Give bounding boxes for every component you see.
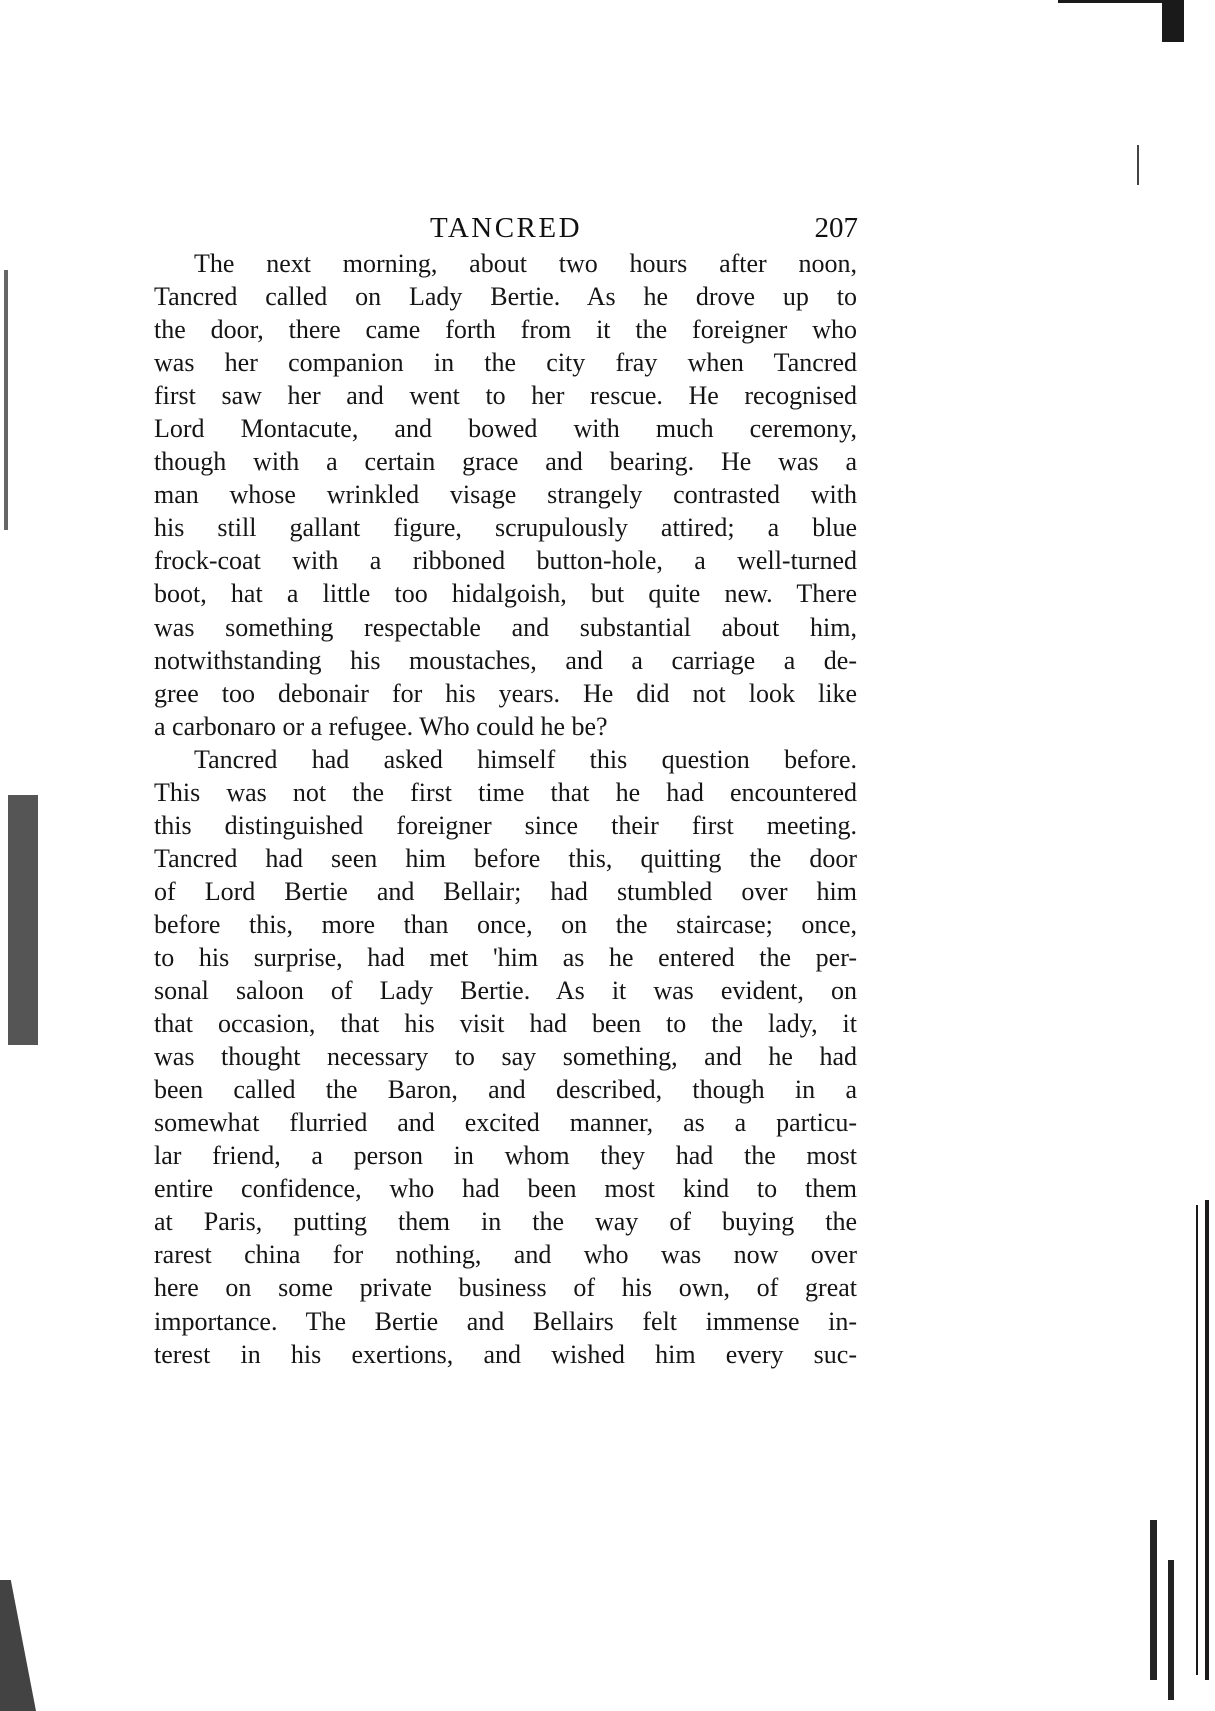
text-line: The next morning, about two hours after noon,	[194, 249, 857, 278]
text-line: a carbonaro or a refugee. Who could he be?	[154, 711, 608, 741]
scan-edge-artifact	[1205, 1200, 1209, 1680]
text-line: his still gallant figure, scrupulously attired; a blue	[154, 513, 857, 543]
page-number: 207	[814, 212, 858, 244]
text-line: This was not the first time that he had encountered	[154, 777, 857, 807]
text-line: Tancred called on Lady Bertie. As he drove up to	[154, 282, 857, 312]
paragraph	[154, 743, 857, 1371]
text-line: lar friend, a person in whom they had the most	[154, 1141, 857, 1171]
text-line: at Paris, putting them in the way of buying the	[154, 1207, 857, 1237]
scan-edge-artifact	[1058, 0, 1166, 3]
text-line: was something respectable and substantial about him,	[154, 612, 857, 642]
text-line: importance. The Bertie and Bellairs felt immense in-	[154, 1306, 857, 1336]
running-head	[154, 208, 858, 248]
text-line: notwithstanding his moustaches, and a carriage a de-	[154, 645, 857, 675]
text-line: rarest china for nothing, and who was now over	[154, 1240, 857, 1270]
text-line: been called the Baron, and described, though in a	[154, 1075, 857, 1105]
text-line: gree too debonair for his years. He did not look like	[154, 678, 857, 708]
scan-edge-artifact	[1137, 145, 1139, 185]
paragraph	[154, 247, 857, 743]
scan-edge-artifact	[1162, 0, 1184, 42]
text-line: here on some private business of his own, of great	[154, 1273, 857, 1303]
text-line: Lord Montacute, and bowed with much ceremony,	[154, 414, 857, 444]
text-line: Tancred had asked himself this question before.	[194, 744, 857, 774]
text-line: terest in his exertions, and wished him every suc-	[154, 1339, 857, 1369]
text-line: somewhat flurried and excited manner, as a particu-	[154, 1108, 857, 1138]
text-line: to his surprise, had met 'him as he entered the per-	[154, 942, 857, 972]
text-line: boot, hat a little too hidalgoish, but quite new. There	[154, 579, 857, 609]
scan-edge-artifact	[1150, 1520, 1157, 1680]
text-line: that occasion, that his visit had been to the lady, it	[154, 1009, 857, 1039]
text-line: man whose wrinkled visage strangely contrasted with	[154, 480, 857, 510]
text-line: this distinguished foreigner since their first meeting.	[154, 810, 857, 840]
text-line: was thought necessary to say something, and he had	[154, 1042, 857, 1072]
text-line: of Lord Bertie and Bellair; had stumbled over him	[154, 876, 857, 906]
text-line: was her companion in the city fray when Tancred	[154, 348, 857, 378]
running-title: TANCRED	[429, 212, 583, 244]
text-line: frock-coat with a ribboned button-hole, a well-turned	[154, 546, 857, 576]
scan-edge-artifact	[1168, 1560, 1174, 1700]
text-line: though with a certain grace and bearing. He was a	[154, 447, 857, 477]
text-line: sonal saloon of Lady Bertie. As it was evident, on	[154, 976, 857, 1006]
binding-shadow	[8, 795, 38, 1045]
text-line: the door, there came forth from it the foreigner who	[154, 315, 857, 345]
text-line: before this, more than once, on the staircase; once,	[154, 909, 857, 939]
text-line: Tancred had seen him before this, quitting the door	[154, 843, 857, 873]
binding-shadow	[4, 270, 8, 530]
binding-shadow	[0, 1580, 36, 1711]
text-line: first saw her and went to her rescue. He recognised	[154, 381, 857, 411]
text-line: entire confidence, who had been most kind to them	[154, 1174, 857, 1204]
scan-edge-artifact	[1196, 1205, 1198, 1675]
body-text	[154, 247, 857, 1371]
